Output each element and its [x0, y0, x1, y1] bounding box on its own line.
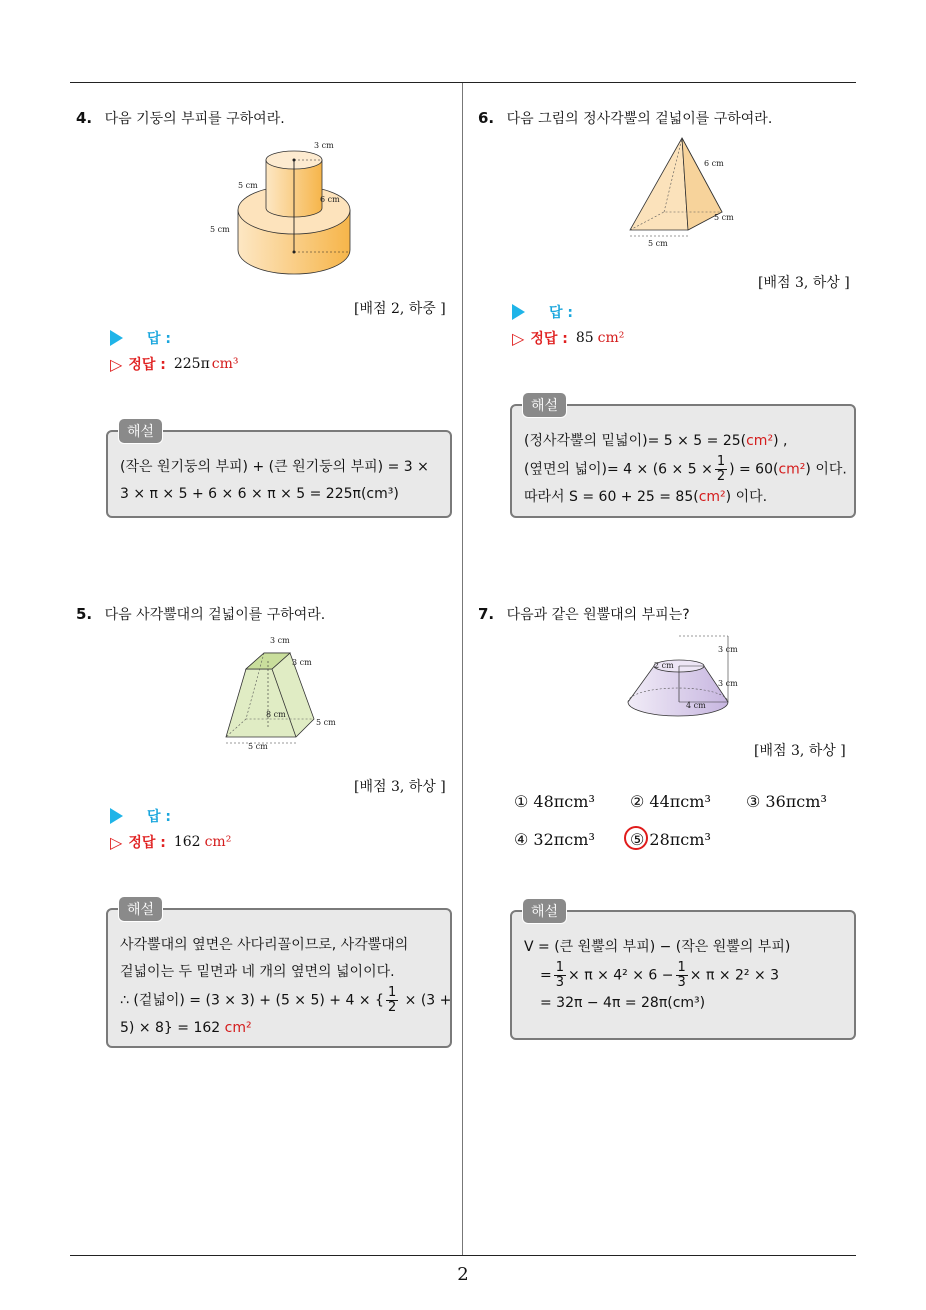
question-5-header [76, 604, 325, 624]
question-7-number: 7. [478, 605, 495, 623]
question-4-answer-line [110, 328, 171, 348]
question-4-key-unit: cm³ [211, 356, 239, 372]
selected-choice-circle-icon [624, 826, 648, 850]
question-5-number: 5. [76, 605, 93, 623]
q6-solution-line-2: (옆면의 넓이)= 4 × (6 × 5 × $\frac{1}{2}$ ) = 60(cm²) 이다. [524, 454, 847, 484]
question-6-answer-line [512, 302, 573, 322]
q5-solution-line-4: 5) × 8} = 162 cm² [120, 1020, 252, 1036]
question-5-difficulty: [배점 3, 하상 ] [354, 779, 446, 795]
question-6-header [478, 108, 772, 128]
answer-arrow-icon [110, 808, 123, 824]
q7-solution-line-3: = 32π − 4π = 28π(cm³) [540, 995, 706, 1011]
question-6-key-value: 85 [575, 330, 594, 346]
answer-label: 답 : [147, 331, 171, 347]
question-5-answer-line [110, 806, 171, 826]
key-label: 정답 : [530, 331, 568, 347]
question-4-figure [206, 138, 366, 280]
answer-label: 답 : [147, 809, 171, 825]
q7-solution-line-1: V = (큰 원뿔의 부피) − (작은 원뿔의 부피) [524, 939, 791, 955]
q5-solution-line-1: 사각뿔대의 옆면은 사다리꼴이므로, 사각뿔대의 [120, 937, 409, 953]
column-divider [462, 83, 463, 1255]
fraction: $\frac{1}{2}$ [716, 454, 726, 484]
question-5-solution-tab: 해설 [118, 896, 163, 922]
q6-label-base: 5 cm [648, 239, 668, 248]
page-number: 2 [457, 1264, 469, 1285]
q5-label-top-side: 3 cm [292, 658, 312, 667]
key-label: 정답 : [128, 835, 166, 851]
question-4-number: 4. [76, 109, 93, 127]
q4-solution-line-2: 3 × π × 5 + 6 × 6 × π × 5 = 225π(cm³) [120, 486, 399, 502]
q4-label-top-r: 3 cm [314, 141, 334, 150]
q7-label-top-h: 3 cm [718, 645, 738, 654]
q5-solution-line-3: ∴ (겉넓이) = (3 × 3) + (5 × 5) + 4 × { $\frac{1}{2}$ × (3 + [120, 985, 452, 1015]
question-4-header [76, 108, 285, 128]
question-6-number: 6. [478, 109, 495, 127]
q4-solution-line-1: (작은 원기둥의 부피) + (큰 원기둥의 부피) = 3 × [120, 459, 429, 475]
question-7-header [478, 604, 690, 624]
question-5-key-unit: cm² [204, 834, 232, 850]
q7-label-bottom-r: 4 cm [686, 701, 706, 710]
q6-solution-line-3: 따라서 S = 60 + 25 = 85(cm²) 이다. [524, 489, 768, 505]
answer-arrow-icon [110, 330, 123, 346]
question-5-text: 다음 사각뿔대의 겉넓이를 구하여라. [104, 607, 326, 623]
fraction: $\frac{1}{3}$ [555, 960, 565, 990]
q6-label-slant: 6 cm [704, 159, 724, 168]
question-4-difficulty: [배점 2, 하중 ] [354, 301, 446, 317]
question-6-solution-tab: 해설 [522, 392, 567, 418]
question-7-solution-tab: 해설 [522, 898, 567, 924]
question-7-solution-box [510, 910, 856, 1040]
q7-label-top-r: 2 cm [654, 661, 674, 670]
q5-label-bottom: 5 cm [248, 742, 268, 751]
q4-label-big-h: 5 cm [210, 225, 230, 234]
fraction: $\frac{1}{2}$ [387, 985, 397, 1015]
answer-label: 답 : [549, 305, 573, 321]
bottom-rule [70, 1255, 856, 1256]
question-4-text: 다음 기둥의 부피를 구하여라. [104, 111, 285, 127]
question-5-key-line [110, 832, 231, 852]
question-5-key-value: 162 [173, 834, 201, 850]
q6-label-side: 5 cm [714, 213, 734, 222]
question-6-solution-box [510, 404, 856, 518]
choice-5[interactable]: ⑤ 28πcm³ [630, 830, 711, 849]
choice-1[interactable]: ① 48πcm³ [514, 792, 595, 811]
key-arrow-icon: ▷ [110, 354, 123, 374]
question-4-key-value: 225π [173, 356, 210, 372]
key-arrow-icon: ▷ [512, 328, 525, 348]
answer-arrow-icon [512, 304, 525, 320]
choice-4[interactable]: ④ 32πcm³ [514, 830, 595, 849]
choice-2[interactable]: ② 44πcm³ [630, 792, 711, 811]
question-4-key-line [110, 354, 239, 374]
key-label: 정답 : [128, 357, 166, 373]
q6-solution-line-1: (정사각뿔의 밑넓이)= 5 × 5 = 25(cm²) , [524, 433, 788, 449]
q5-label-top: 3 cm [270, 636, 290, 645]
q7-label-bottom-h: 3 cm [718, 679, 738, 688]
question-6-figure [624, 134, 744, 250]
question-6-text: 다음 그림의 정사각뿔의 겉넓이를 구하여라. [506, 111, 773, 127]
q5-solution-line-2: 겉넓이는 두 밑면과 네 개의 옆면의 넓이이다. [120, 964, 395, 980]
question-7-difficulty: [배점 3, 하상 ] [754, 743, 846, 759]
question-5-figure [220, 633, 350, 755]
key-arrow-icon: ▷ [110, 832, 123, 852]
q4-label-big-r: 6 cm [320, 195, 340, 204]
question-5-solution-box [106, 908, 452, 1048]
question-6-key-line [512, 328, 624, 348]
q5-label-side: 5 cm [316, 718, 336, 727]
question-6-key-unit: cm² [597, 330, 625, 346]
question-7-figure [624, 632, 748, 722]
q4-label-small-h: 5 cm [238, 181, 258, 190]
question-6-difficulty: [배점 3, 하상 ] [758, 275, 850, 291]
q7-solution-line-2: = $\frac{1}{3}$ × π × 4² × 6 − $\frac{1}{3}$ × π × 2² × 3 [540, 960, 780, 990]
top-rule [70, 82, 856, 83]
q5-label-height: 8 cm [266, 710, 286, 719]
choice-3[interactable]: ③ 36πcm³ [746, 792, 827, 811]
fraction: $\frac{1}{3}$ [677, 960, 686, 990]
question-4-solution-tab: 해설 [118, 418, 163, 444]
question-7-text: 다음과 같은 원뿔대의 부피는? [506, 607, 690, 623]
